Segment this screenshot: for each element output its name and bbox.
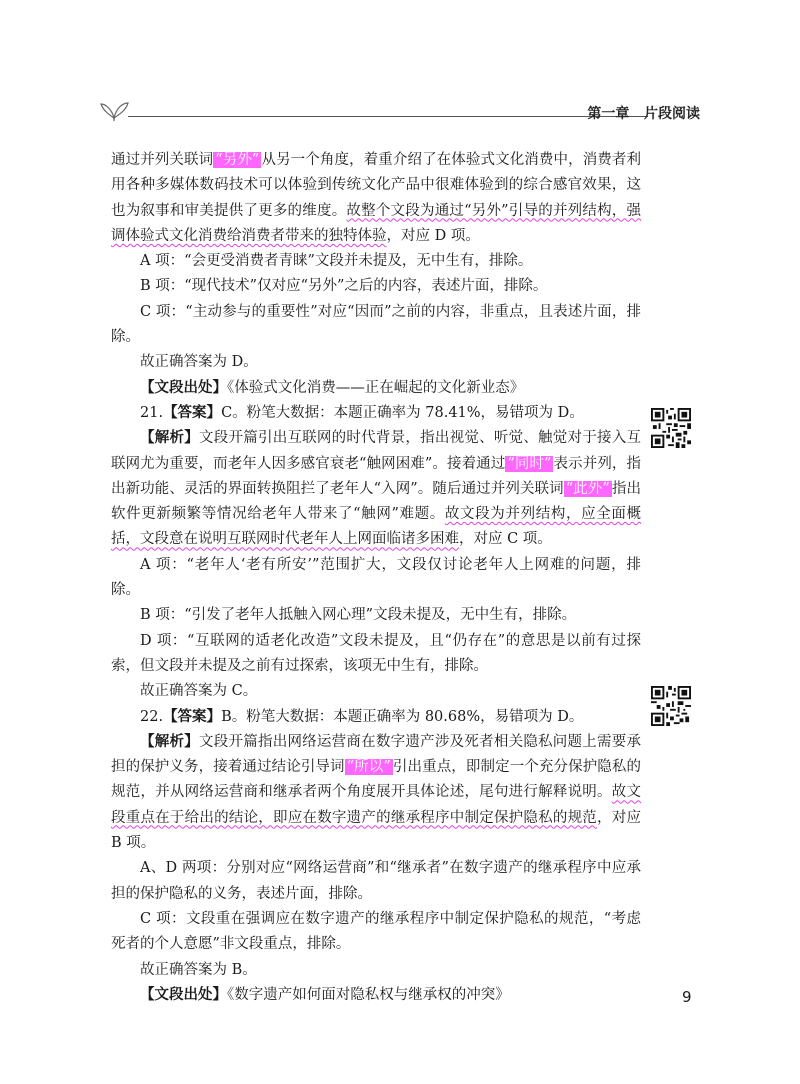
highlight-keyword: “此外”	[565, 480, 610, 497]
running-header	[100, 96, 700, 126]
q21-option-b: B 项：“引发了老年人抵触入网心理”文段未提及，无中生有，排除。	[140, 607, 577, 624]
highlight-keyword: “另外”	[215, 152, 260, 168]
q22-answer: 22.【答案】B。粉笔大数据：本题正确率为 80.68%，易错项为 D。	[140, 708, 584, 725]
option-b: B 项：“现代技术”仅对应“另外”之后的内容，表述片面，排除。	[140, 278, 548, 295]
q22-source-line: 【文段出处】《数字遗产如何面对隐私权与继承权的冲突》	[140, 986, 510, 1003]
key-sentence: 故整个文段为通过“另外”引导的并列结构，强调体验式文化消费给消费者带来的独特体验	[111, 202, 642, 244]
source-line: 【文段出处】《体验式文化消费——正在崛起的文化新业态》	[140, 379, 525, 396]
answer-line: 故正确答案为 D。	[140, 354, 258, 371]
chapter-title: 第一章 片段阅读	[587, 106, 700, 122]
q22-option-c: C 项：文段重在强调应在数字遗产的继承程序中制定保护隐私的规范，“考虑死者的个人意愿”非文段重点，排除。	[111, 910, 641, 953]
key-sentence: 故文段重点在于给出的结论，即应在数字遗产的继承程序中制定保护隐私的规范	[111, 784, 642, 826]
q21-answer: 21.【答案】C。粉笔大数据：本题正确率为 78.41%，易错项为 D。	[140, 404, 584, 421]
highlight-keyword: “同时”	[507, 455, 552, 472]
header-rule	[128, 116, 648, 117]
q22-option-ad: A、D 两项：分别对应“网络运营商”和“继承者”在数字遗产的继承程序中应承担的保护隐私的义务，表述片面，排除。	[111, 860, 641, 902]
q21-option-a: A 项：“老年人‘老有所安’”范围扩大，文段仅讨论老年人上网难的问题，排除。	[111, 556, 641, 599]
leaf-icon	[100, 96, 130, 122]
highlight-keyword: “所以”	[346, 759, 391, 776]
q21-analysis: 【解析】文段开篇引出互联网的时代背景，指出视觉、听觉、触觉对于接入互联网尤为重要，而老年人因多感官衰老“触网困难”。接着通过 “同时” 表示并列，指出新功能、灵活的界面转换阻拦了老年人“入网”。随后通过并列关联词 “此外” 指出软件更新频繁等情况给老年人带来了“触网”难题。故文段为并列结构，应全面概括，文段意在说明互联网时代老年人上网面临诸多困难，对应 C 项。	[111, 430, 642, 548]
page-body	[111, 148, 641, 1008]
q22-analysis: 【解析】文段开篇指出网络运营商在数字遗产涉及死者相关隐私问题上需要承担的保护义务，接着通过结论引导词 “所以” 引出重点，即制定一个充分保护隐私的规范，并从网络运营商和继承者两个角度展开具体论述，尾句进行解释说明。故文段重点在于给出的结论，即应在数字遗产的继承程序中制定保护隐私的规范，对应 B 项。	[111, 733, 642, 852]
qr-code-icon[interactable]	[651, 408, 691, 448]
q22-final-answer: 故正确答案为 B。	[140, 961, 257, 978]
option-c: C 项：“主动参与的重要性”对应“因而”之前的内容，非重点，且表述片面，排除。	[111, 303, 641, 346]
key-sentence: 故文段为并列结构，应全面概括，文段意在说明互联网时代老年人上网面临诸多困难	[111, 506, 642, 548]
qr-code-icon[interactable]	[651, 686, 691, 726]
q21-option-d: D 项：“互联网的适老化改造”文段未提及，且“仍存在”的意思是以前有过探索，但文段并未提及之前有过探索，该项无中生有，排除。	[111, 632, 641, 674]
q21-final-answer: 故正确答案为 C。	[140, 683, 258, 700]
page-number: 9	[682, 988, 692, 1006]
paragraph-q20-analysis: 通过并列关联词 “另外” 从另一个角度，着重介绍了在体验式文化消费中，消费者利用各种多媒体数码技术可以体验到传统文化产品中很难体验到的综合感官效果，这也为叙事和审美提供了更多的维度。故整个文段为通过“另外”引导的并列结构，强调体验式文化消费给消费者带来的独特体验，对应 D 项。	[111, 152, 642, 244]
option-a: A 项：“会更受消费者青睐”文段并未提及，无中生有，排除。	[140, 253, 533, 270]
